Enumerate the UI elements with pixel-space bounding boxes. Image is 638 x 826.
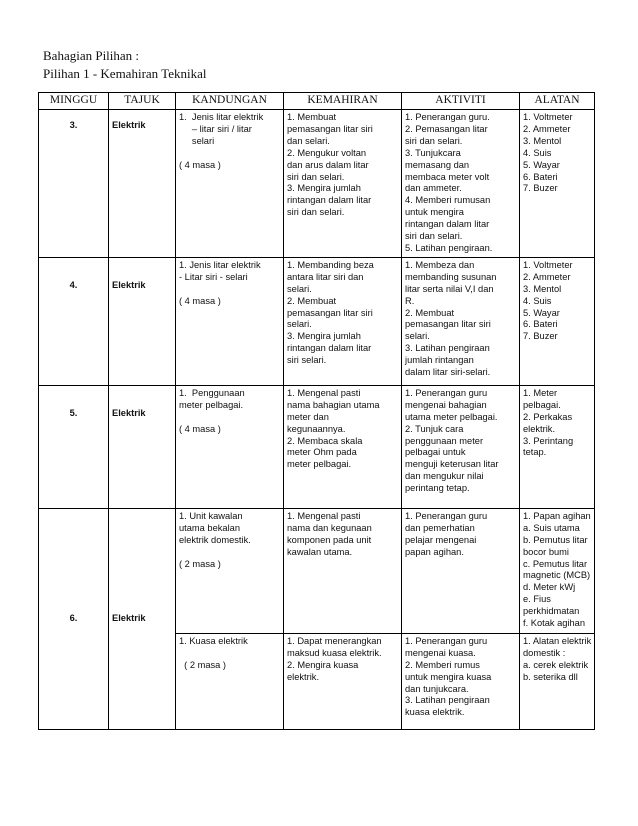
cell-alatan-line: f. Kotak agihan — [523, 618, 586, 629]
cell-kemahiran-line: pemasangan litar siri — [287, 123, 373, 134]
cell-alatan-line: a. Suis utama — [523, 522, 580, 533]
cell-aktiviti-line: litar serta nilai V,I dan — [405, 283, 494, 294]
cell-alatan-line: perkhidmatan — [523, 606, 580, 617]
cell-alatan-line: 5. Wayar — [523, 307, 560, 318]
cell-kandungan-line — [179, 284, 280, 296]
cell-alatan-line: 2. Ammeter — [523, 271, 571, 282]
cell-aktiviti-line: membaca meter volt — [405, 171, 490, 182]
header-kandungan: KANDUNGAN — [176, 93, 284, 110]
cell-kandungan-line: ( 4 masa ) — [179, 295, 221, 306]
cell-kandungan-line — [179, 148, 280, 160]
cell-alatan — [520, 508, 595, 633]
cell-alatan-line: 1. Papan agihan — [523, 510, 591, 521]
cell-alatan-line: 6. Bateri — [523, 171, 558, 182]
cell-kemahiran-line: 2. Membaca skala — [287, 435, 363, 446]
cell-kandungan-line: selari — [179, 135, 215, 146]
cell-alatan-line: bocor bumi — [523, 546, 569, 557]
cell-kandungan-line: ( 2 masa ) — [179, 558, 221, 569]
cell-kandungan-line: - Litar siri - selari — [179, 271, 248, 282]
cell-alatan-line: 2. Perkakas — [523, 411, 573, 422]
cell-alatan — [520, 385, 595, 508]
cell-aktiviti — [402, 257, 520, 385]
lesson-plan-table — [38, 92, 595, 730]
cell-kandungan — [176, 110, 284, 258]
cell-alatan-line: 1. Meter — [523, 387, 558, 398]
cell-aktiviti-line: membanding susunan — [405, 271, 497, 282]
cell-minggu: 6. — [39, 508, 109, 729]
cell-kemahiran-line: meter dan — [287, 411, 329, 422]
cell-kandungan-line: – litar siri / litar — [179, 123, 252, 134]
cell-alatan-line: 3. Perintang — [523, 435, 574, 446]
cell-kemahiran-line: siri dan selari. — [287, 207, 345, 218]
header-alatan: ALATAN — [520, 93, 595, 110]
cell-kemahiran-line: 2. Mengira kuasa — [287, 659, 359, 670]
cell-kandungan — [176, 633, 284, 729]
cell-alatan-line: a. cerek elektrik — [523, 659, 589, 670]
cell-aktiviti-line: 2. Tunjuk cara — [405, 423, 464, 434]
cell-kemahiran-line: siri selari. — [287, 355, 327, 366]
cell-kemahiran-line: elektrik. — [287, 671, 320, 682]
cell-kandungan-line: 1. Unit kawalan — [179, 510, 243, 521]
cell-alatan-line: c. Pemutus litar — [523, 558, 588, 569]
table-row — [39, 508, 595, 633]
cell-kemahiran-line: nama dan kegunaan — [287, 522, 372, 533]
cell-alatan-line: 4. Suis — [523, 147, 552, 158]
cell-aktiviti-line: 4. Memberi rumusan — [405, 195, 491, 206]
cell-aktiviti-line: utama meter pelbagai. — [405, 411, 498, 422]
cell-alatan-line: 1. Voltmeter — [523, 112, 573, 122]
cell-kemahiran-line: 1. Mengenal pasti — [287, 387, 361, 398]
cell-kandungan-line: utama bekalan — [179, 522, 240, 533]
cell-aktiviti — [402, 633, 520, 729]
cell-kandungan — [176, 385, 284, 508]
cell-aktiviti-line: menguji keterusan litar — [405, 459, 499, 470]
cell-kandungan-line — [179, 547, 280, 559]
header-tajuk: TAJUK — [109, 93, 176, 110]
cell-aktiviti-line: pelbagai untuk — [405, 447, 466, 458]
cell-alatan-line: 7. Buzer — [523, 331, 558, 342]
cell-minggu: 4. — [39, 257, 109, 385]
cell-kemahiran-line: 3. Mengira jumlah — [287, 183, 361, 194]
cell-kemahiran-line: rintangan dalam litar — [287, 195, 372, 206]
cell-kemahiran-line: 1. Mengenal pasti — [287, 510, 361, 521]
cell-kandungan-line — [179, 648, 280, 660]
cell-minggu: 3. — [39, 110, 109, 258]
cell-kemahiran-line: pemasangan litar siri — [287, 307, 373, 318]
cell-kemahiran-line: siri dan selari. — [287, 171, 345, 182]
cell-kandungan — [176, 508, 284, 633]
cell-alatan-line: b. Pemutus litar — [523, 534, 588, 545]
cell-aktiviti-line: mengenai kuasa. — [405, 647, 476, 658]
cell-tajuk: Elektrik — [109, 508, 176, 729]
cell-kemahiran — [284, 633, 402, 729]
cell-kemahiran-line: kegunaannya. — [287, 423, 346, 434]
cell-alatan-line: 2. Ammeter — [523, 123, 571, 134]
cell-kemahiran-line: 2. Membuat — [287, 295, 337, 306]
cell-aktiviti-line: untuk mengira kuasa — [405, 671, 492, 682]
table-row — [39, 385, 595, 508]
cell-kemahiran — [284, 257, 402, 385]
cell-aktiviti-line: penggunaan meter — [405, 435, 484, 446]
cell-alatan-line: b. seterika dll — [523, 671, 578, 682]
cell-kemahiran — [284, 508, 402, 633]
cell-aktiviti-line: pemasangan litar siri — [405, 319, 491, 330]
cell-aktiviti-line: 3. Tunjukcara — [405, 147, 461, 158]
table-row — [39, 257, 595, 385]
cell-kemahiran — [284, 110, 402, 258]
cell-kemahiran — [284, 385, 402, 508]
table-header-row — [39, 93, 595, 110]
cell-kandungan — [176, 257, 284, 385]
cell-kemahiran-line: antara litar siri dan — [287, 271, 364, 282]
cell-kemahiran-line: 1. Membuat — [287, 112, 337, 122]
cell-tajuk: Elektrik — [109, 385, 176, 508]
cell-aktiviti-line: dan pemerhatian — [405, 522, 475, 533]
cell-aktiviti-line: 3. Latihan pengiraan — [405, 695, 490, 706]
cell-alatan-line: 4. Suis — [523, 295, 552, 306]
cell-aktiviti-line: siri dan selari. — [405, 135, 463, 146]
cell-kemahiran-line: selari. — [287, 283, 312, 294]
cell-kandungan-line: 1. Kuasa elektrik — [179, 635, 248, 646]
cell-alatan-line: domestik : — [523, 647, 566, 658]
cell-kemahiran-line: 1. Dapat menerangkan — [287, 635, 382, 646]
cell-kemahiran-line: dan arus dalam litar — [287, 159, 369, 170]
cell-kandungan-line: meter pelbagai. — [179, 399, 244, 410]
cell-aktiviti-line: 1. Penerangan guru — [405, 510, 488, 521]
cell-aktiviti-line: rintangan dalam litar — [405, 219, 490, 230]
cell-tajuk: Elektrik — [109, 257, 176, 385]
cell-kemahiran-line: maksud kuasa elektrik. — [287, 647, 382, 658]
cell-aktiviti-line: dalam litar siri-selari. — [405, 367, 491, 378]
header-aktiviti: AKTIVITI — [402, 93, 520, 110]
cell-minggu: 5. — [39, 385, 109, 508]
cell-aktiviti-line: 3. Latihan pengiraan — [405, 343, 490, 354]
cell-kandungan-line — [179, 412, 280, 424]
cell-tajuk: Elektrik — [109, 110, 176, 258]
cell-alatan-line: tetap. — [523, 447, 547, 458]
cell-aktiviti-line: siri dan selari. — [405, 231, 463, 242]
cell-alatan-line: 7. Buzer — [523, 183, 558, 194]
cell-alatan — [520, 633, 595, 729]
cell-aktiviti-line: 1. Penerangan guru. — [405, 112, 490, 122]
cell-aktiviti-line: 5. Latihan pengiraan. — [405, 242, 493, 253]
cell-aktiviti-line: jumlah rintangan — [405, 355, 474, 366]
cell-aktiviti-line: perintang tetap. — [405, 483, 470, 494]
cell-alatan-line: 1. Voltmeter — [523, 259, 573, 270]
cell-aktiviti-line: memasang dan — [405, 159, 470, 170]
cell-alatan-line: magnetic (MCB) — [523, 570, 591, 581]
cell-aktiviti-line: selari. — [405, 331, 430, 342]
cell-kemahiran-line: kawalan utama. — [287, 546, 353, 557]
cell-kandungan-line: ( 4 masa ) — [179, 423, 221, 434]
cell-kemahiran-line: selari. — [287, 319, 312, 330]
cell-alatan-line: elektrik. — [523, 423, 556, 434]
cell-alatan-line: 3. Mentol — [523, 283, 562, 294]
cell-aktiviti-line: papan agihan. — [405, 546, 464, 557]
cell-aktiviti-line: 2. Membuat — [405, 307, 455, 318]
cell-aktiviti — [402, 110, 520, 258]
cell-kandungan-line: 1. Penggunaan — [179, 387, 245, 398]
cell-aktiviti-line: 1. Penerangan guru — [405, 635, 488, 646]
section-subheading: Pilihan 1 - Kemahiran Teknikal — [43, 66, 207, 81]
cell-alatan — [520, 257, 595, 385]
cell-aktiviti-line: dan ammeter. — [405, 183, 462, 194]
cell-aktiviti — [402, 385, 520, 508]
cell-kemahiran-line: 2. Mengukur voltan — [287, 147, 367, 158]
cell-aktiviti-line: untuk mengira — [405, 207, 464, 218]
cell-alatan — [520, 110, 595, 258]
cell-alatan-line: 1. Alatan elektrik — [523, 635, 592, 646]
header-minggu: MINGGU — [39, 93, 109, 110]
cell-aktiviti-line: 2. Pemasangan litar — [405, 123, 488, 134]
cell-alatan-line: e. Fius — [523, 594, 551, 605]
cell-kemahiran-line: meter pelbagai. — [287, 459, 352, 470]
cell-kandungan-line: ( 2 masa ) — [179, 659, 227, 670]
cell-kandungan-line: 1. Jenis litar elektrik — [179, 112, 264, 122]
cell-kandungan-line: ( 4 masa ) — [179, 159, 221, 170]
cell-aktiviti-line: mengenai bahagian — [405, 399, 487, 410]
cell-kemahiran-line: meter Ohm pada — [287, 447, 357, 458]
cell-alatan-line: pelbagai. — [523, 399, 561, 410]
cell-aktiviti-line: 1. Membeza dan — [405, 259, 475, 270]
cell-aktiviti-line: dan mengukur nilai — [405, 471, 484, 482]
cell-alatan-line: 5. Wayar — [523, 159, 560, 170]
cell-aktiviti-line: 1. Penerangan guru — [405, 387, 488, 398]
cell-kandungan-line: 1. Jenis litar elektrik — [179, 259, 261, 270]
cell-kemahiran-line: komponen pada unit — [287, 534, 372, 545]
cell-kemahiran-line: rintangan dalam litar — [287, 343, 372, 354]
cell-kemahiran-line: nama bahagian utama — [287, 399, 380, 410]
header-kemahiran: KEMAHIRAN — [284, 93, 402, 110]
section-heading: Bahagian Pilihan : — [43, 48, 140, 63]
cell-alatan-line: 3. Mentol — [523, 135, 562, 146]
cell-kemahiran-line: 3. Mengira jumlah — [287, 331, 361, 342]
cell-kandungan-line: elektrik domestik. — [179, 534, 251, 545]
cell-alatan-line: d. Meter kWj — [523, 582, 576, 593]
cell-aktiviti-line: pelajar mengenai — [405, 534, 477, 545]
cell-kemahiran-line: 1. Membanding beza — [287, 259, 374, 270]
cell-aktiviti — [402, 508, 520, 633]
cell-aktiviti-line: kuasa elektrik. — [405, 707, 465, 718]
cell-aktiviti-line: dan tunjukcara. — [405, 683, 469, 694]
cell-aktiviti-line: 2. Memberi rumus — [405, 659, 480, 670]
cell-kemahiran-line: dan selari. — [287, 135, 330, 146]
table-row — [39, 110, 595, 258]
cell-aktiviti-line: R. — [405, 295, 415, 306]
cell-alatan-line: 6. Bateri — [523, 319, 558, 330]
